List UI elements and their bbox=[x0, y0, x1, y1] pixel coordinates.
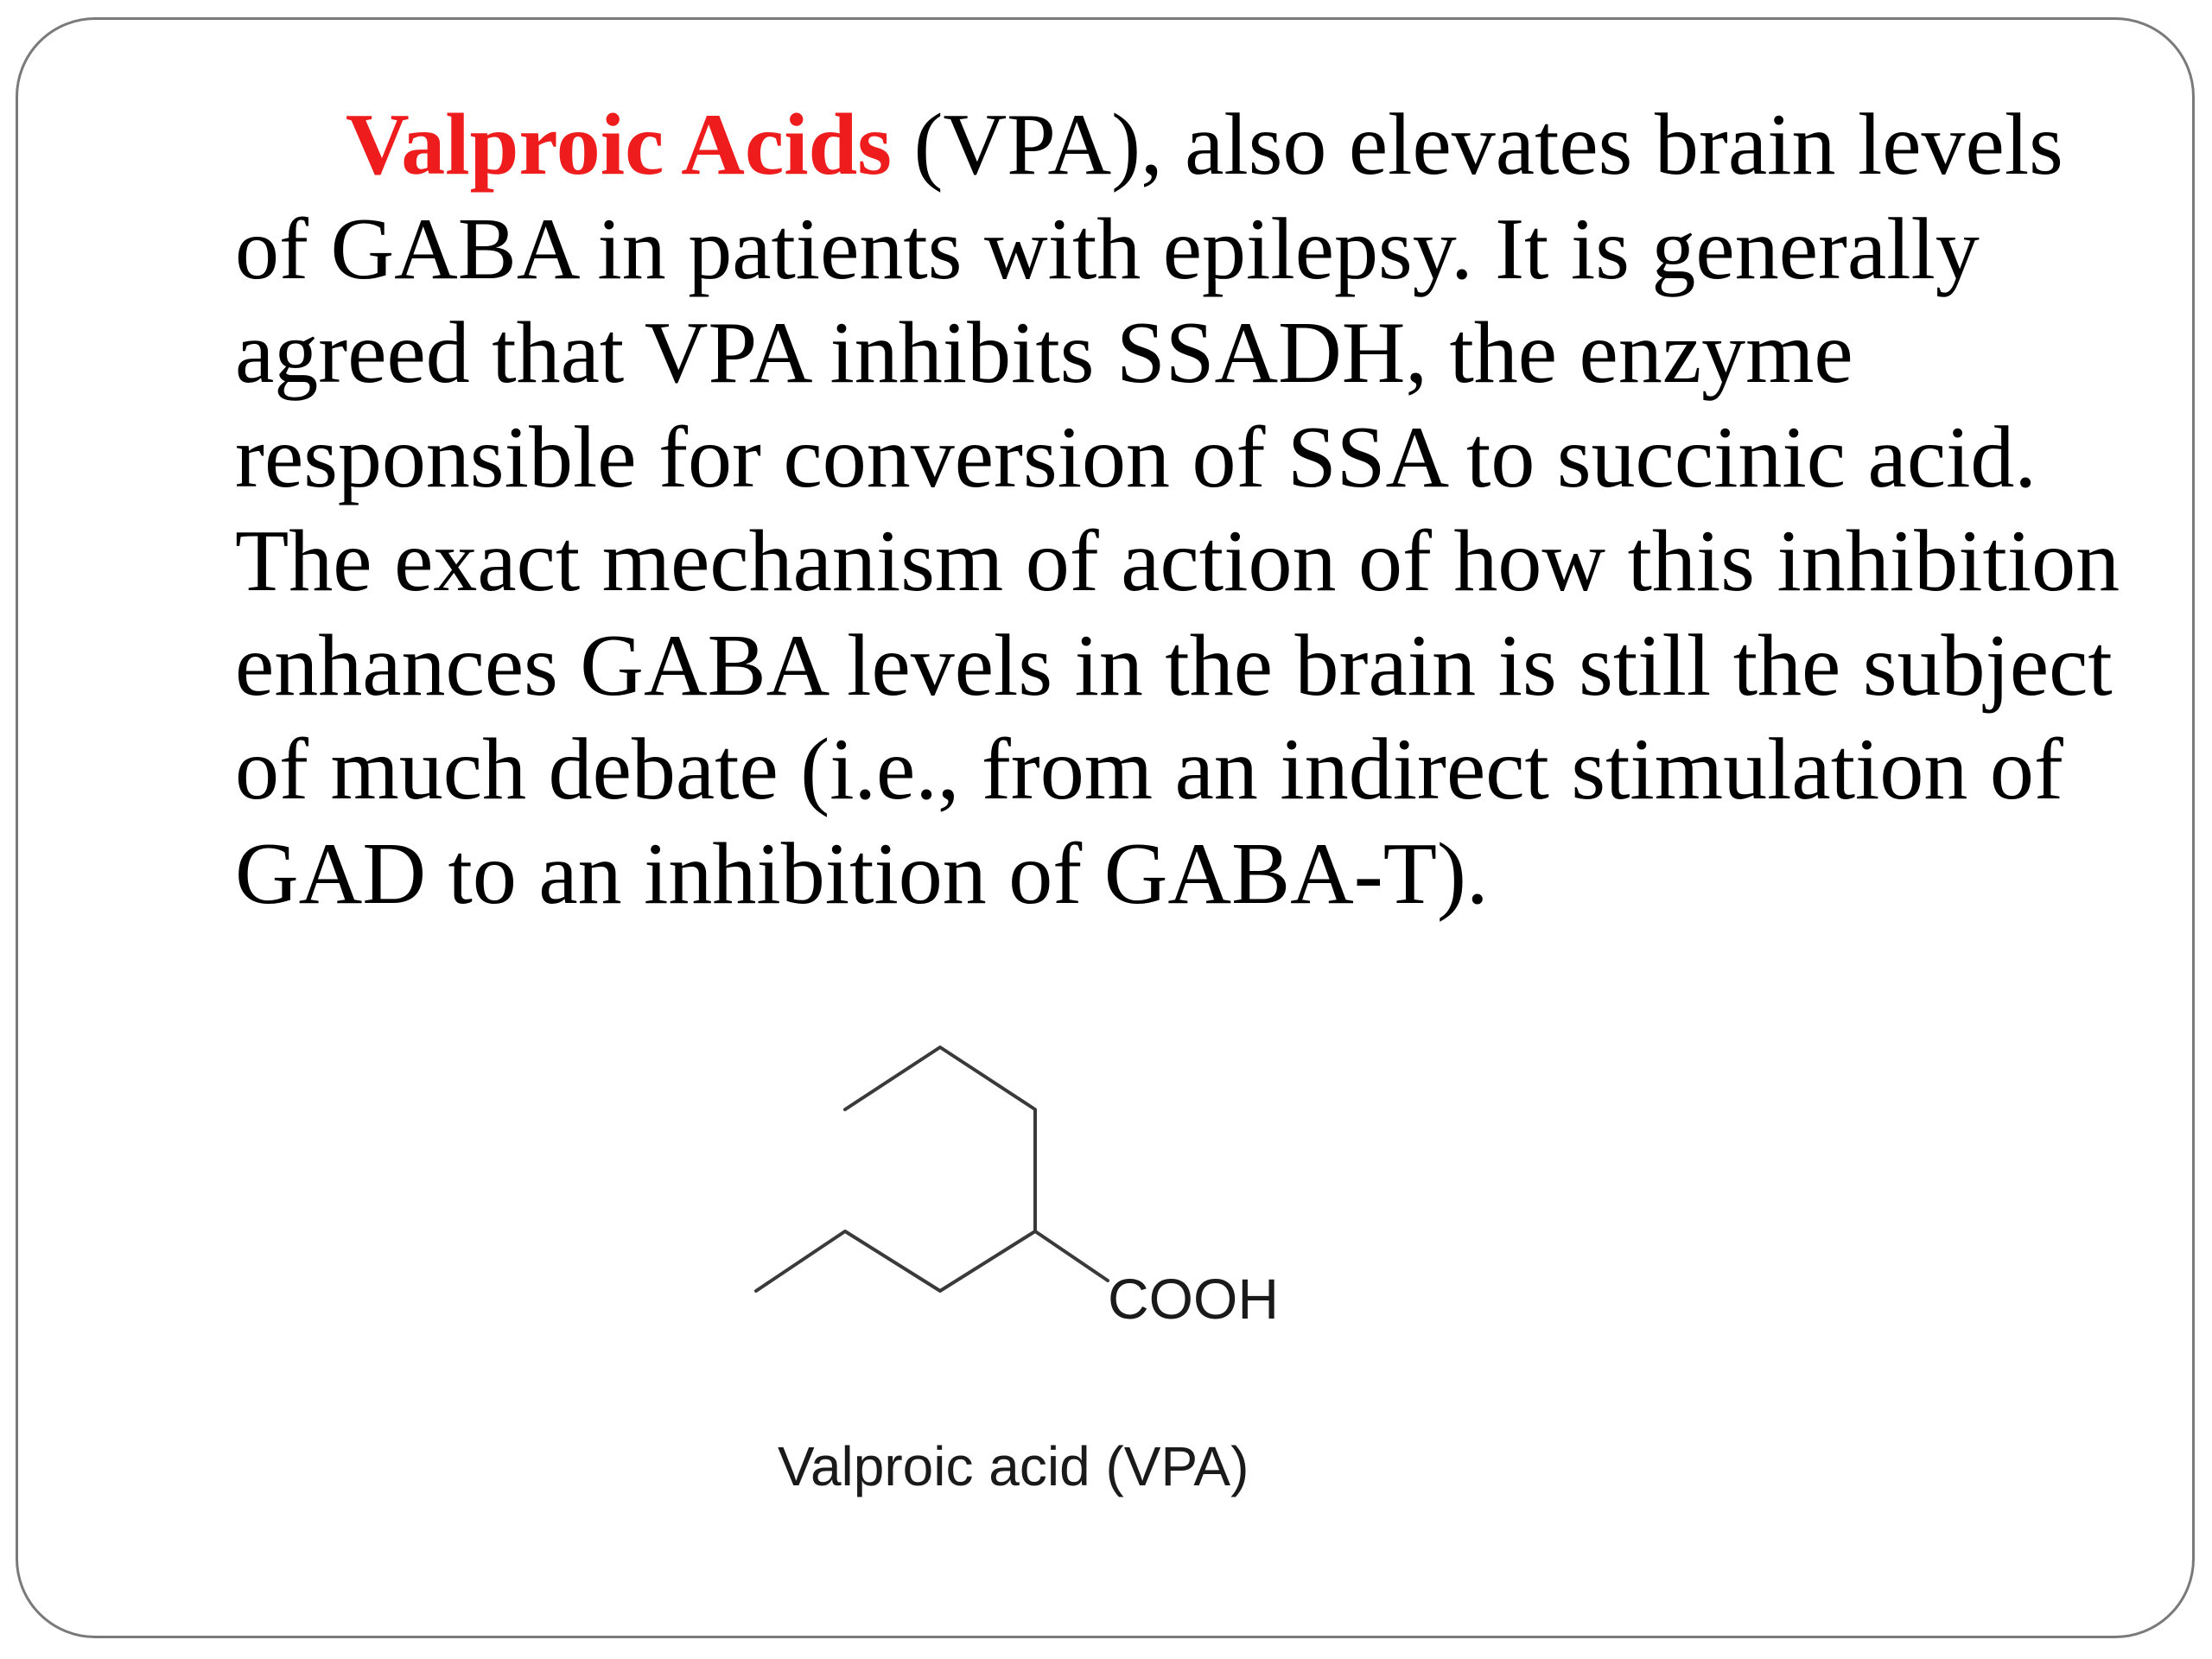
valproic-acid-structure bbox=[743, 1037, 1296, 1348]
highlighted-term: Valproic Acids bbox=[346, 96, 892, 194]
paragraph-line-5: The exact mechanism of action of how this inhibition bbox=[235, 512, 2120, 610]
figure-caption: Valproic acid (VPA) bbox=[778, 1435, 1249, 1497]
paragraph-line-2: of GABA in patients with epilepsy. It is generally bbox=[235, 200, 1980, 298]
paragraph-line-7: of much debate (i.e., from an indirect stimulation of bbox=[235, 721, 2063, 818]
paragraph-line-1: (VPA), also elevates brain levels bbox=[891, 96, 2063, 194]
upper-propyl-chain bbox=[845, 1047, 1035, 1231]
body-paragraph bbox=[235, 93, 2120, 926]
cooh-label: COOH bbox=[1108, 1267, 1279, 1331]
structure-diagram bbox=[743, 1037, 1296, 1348]
paragraph-line-6: enhances GABA levels in the brain is still the subject bbox=[235, 616, 2113, 715]
lower-propyl-chain bbox=[756, 1231, 1035, 1291]
paragraph-line-3: agreed that VPA inhibits SSADH, the enzyme bbox=[235, 304, 1853, 402]
paragraph-line-8: GAD to an inhibition of GABA-T). bbox=[235, 824, 1489, 923]
carboxyl-bond bbox=[1035, 1231, 1108, 1281]
paragraph-line-4: responsible for conversion of SSA to succinic acid. bbox=[235, 408, 2037, 506]
